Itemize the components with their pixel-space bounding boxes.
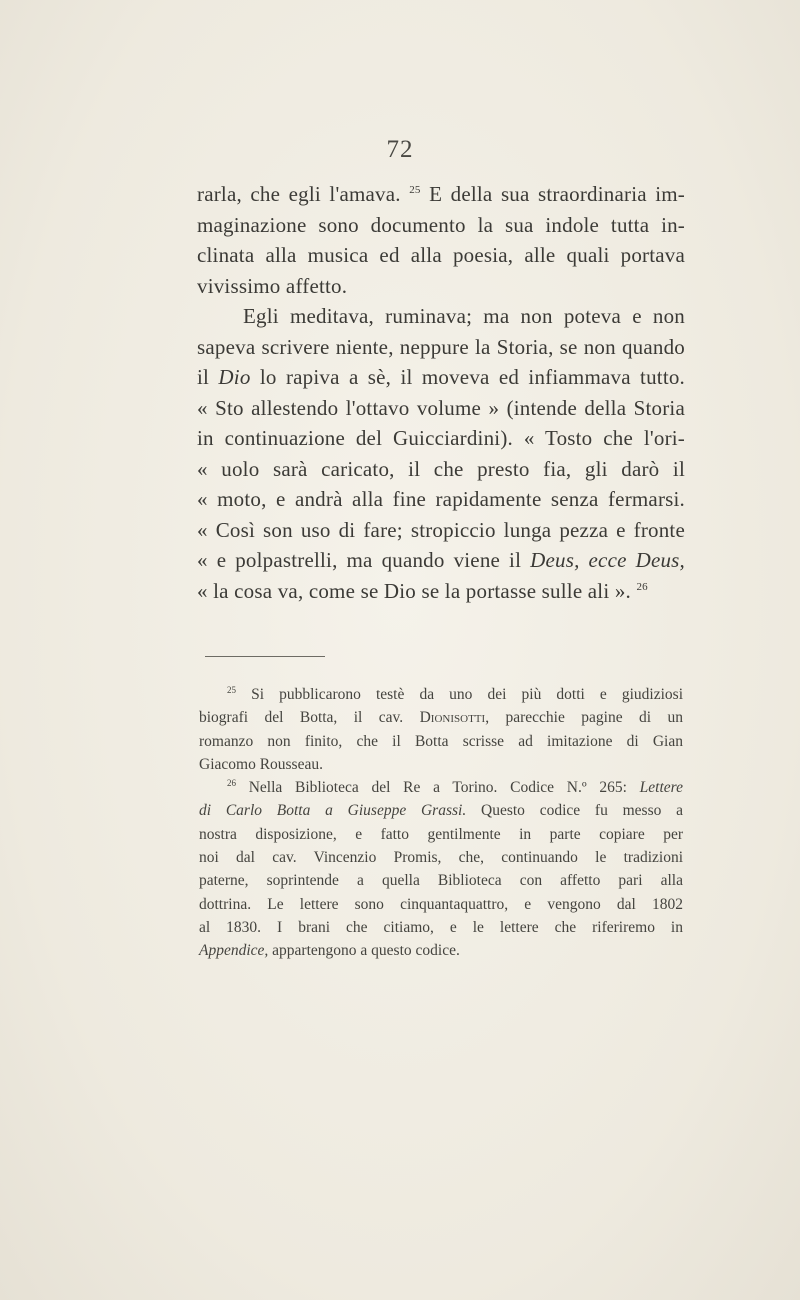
footnote-line: paterne, soprintende a quella Biblioteca con affetto pari alla: [199, 872, 683, 890]
footnote-line: noi dal cav. Vincenzio Promis, che, continuando le tradizioni: [199, 849, 683, 867]
text-line: vivissimo affetto.: [197, 273, 348, 298]
footnote-divider: [205, 656, 325, 657]
text-line: in continuazione del Guicciardini). « Tosto che l'ori-: [197, 426, 685, 450]
text-line: « la cosa va, come se Dio se la portasse sulle ali ». $^{26}$: [197, 578, 648, 603]
text-line: il Dio lo rapiva a sè, il moveva ed infiammava tutto.: [197, 365, 686, 389]
text-line: « Sto allestendo l'ottavo volume » (intende della Storia: [197, 395, 685, 420]
footnote-line: nostra disposizione, e fatto gentilmente in parte copiare per: [199, 825, 683, 843]
text-line: Egli meditava, ruminava; ma non poteva e non: [243, 304, 685, 328]
footnote-line: al 1830. I brani che citiamo, e le lettere che riferiremo in: [199, 918, 683, 936]
footnote-line: romanzo non finito, che il Botta scrisse ad imitazione di Gian: [199, 732, 683, 750]
text-line: rarla, che egli l'amava. $^{25}$ E della sua straordinaria im-: [197, 182, 686, 206]
text-line: clinata alla musica ed alla poesia, alle quali portava: [197, 243, 685, 267]
text-line: maginazione sono documento la sua indole tutta in-: [197, 212, 685, 237]
text-line: sapeva scrivere niente, neppure la Storia, se non quando: [197, 334, 685, 359]
text-line: « uolo sarà caricato, il che presto fia, gli darò il: [197, 456, 685, 481]
footnote-line: $^{26}$ Nella Biblioteca del Re a Torino. Codice N.º 265: Lettere: [227, 778, 683, 797]
main-text: [197, 179, 685, 606]
footnote-line: $^{25}$ Si pubblicarono testè da uno dei più dotti e giudiziosi: [227, 684, 683, 703]
footnote-ref-26: 26: [636, 580, 648, 593]
page-number: 72: [386, 136, 414, 163]
footnote-line: Appendice, appartengono a questo codice.: [199, 942, 460, 960]
footnote-line: Giacomo Rousseau.: [199, 755, 323, 773]
text-line: « Così son uso di fare; stropiccio lunga pezza e fronte: [197, 517, 685, 542]
footnote-ref-25: 25: [409, 184, 421, 196]
footnote-line: dottrina. Le lettere sono cinquantaquattro, e vengono dal 1802: [199, 895, 683, 913]
footnote-line: di Carlo Botta a Giuseppe Grassi. Questo codice fu messo a: [199, 802, 684, 820]
text-line: « e polpastrelli, ma quando viene il Deus, ecce Deus,: [197, 548, 686, 572]
footnotes: [199, 683, 683, 963]
text-line: « moto, e andrà alla fine rapidamente senza fermarsi.: [197, 487, 685, 511]
footnote-line: biografi del Botta, il cav. Dionisotti, parecchie pagine di un: [199, 709, 684, 727]
